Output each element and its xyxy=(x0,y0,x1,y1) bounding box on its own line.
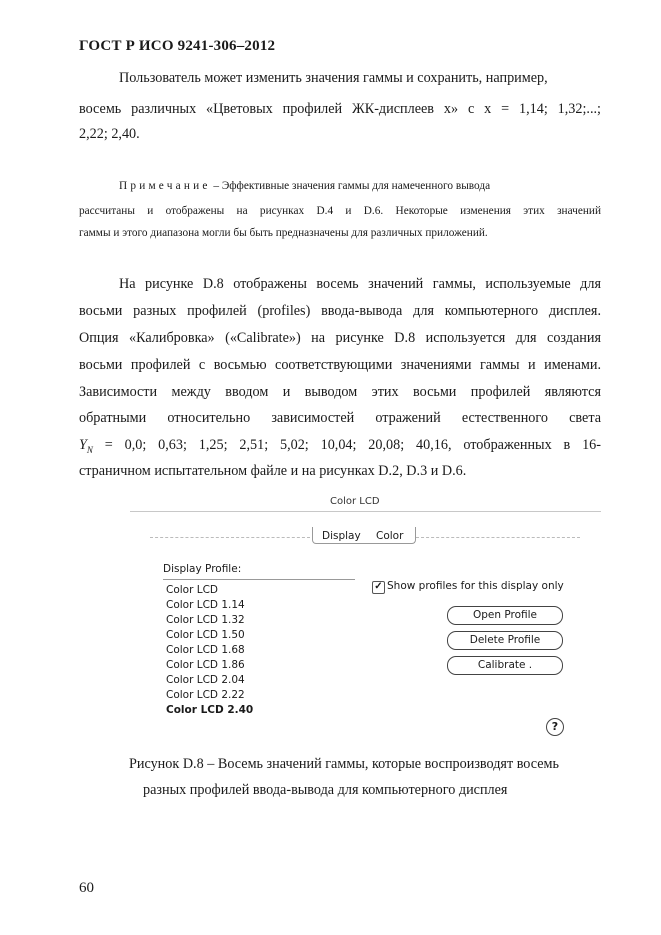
tab-color[interactable]: Color xyxy=(376,530,404,542)
note-line-1-text: – Эффективные значения гаммы для намеченного вывода xyxy=(210,180,491,192)
paragraph-1-line-2: восемь различных «Цветовых профилей ЖК-дисплеев x» с x = 1,14; 1,32;...; xyxy=(79,101,601,117)
note-label: Примечание xyxy=(119,180,211,192)
variable-subscript: N xyxy=(86,444,93,455)
display-profile-label: Display Profile: xyxy=(163,563,242,575)
help-icon[interactable]: ? xyxy=(546,718,564,736)
paragraph-2-line-3: Опция «Калибровка» («Calibrate») на рисунке D.8 используется для создания xyxy=(79,330,601,346)
note-line-3: гаммы и этого диапазона могли бы быть предназначены для различных приложений. xyxy=(79,227,488,239)
show-profiles-checkbox[interactable]: ✓ xyxy=(372,581,385,594)
profile-list-item[interactable]: Color LCD 1.50 xyxy=(166,629,245,641)
paragraph-2-line-1: На рисунке D.8 отображены восемь значений гаммы, используемые для xyxy=(119,276,601,292)
profile-list-border xyxy=(163,579,355,580)
tab-display[interactable]: Display xyxy=(322,530,361,542)
figure-caption-line-2: разных профилей ввода-вывода для компьютерного дисплея xyxy=(143,782,508,798)
paragraph-1-line-1: Пользователь может изменить значения гаммы и сохранить, например, xyxy=(119,70,548,86)
figure-caption-line-1: Рисунок D.8 – Восемь значений гаммы, которые воспроизводят восемь xyxy=(129,756,559,772)
window-divider xyxy=(130,511,601,512)
paragraph-2-line-2: восьми разных профилей (profiles) ввода-вывода для компьютерного дисплея. xyxy=(79,303,601,319)
paragraph-2-line-7 xyxy=(79,437,601,455)
document-header: ГОСТ Р ИСО 9241-306–2012 xyxy=(79,38,276,54)
variable-y: Y xyxy=(79,437,87,453)
window-title: Color LCD xyxy=(330,496,380,507)
profile-list-item[interactable]: Color LCD 1.14 xyxy=(166,599,245,611)
profile-list-item-selected[interactable]: Color LCD 2.40 xyxy=(166,704,254,716)
paragraph-2-line-5: Зависимости между вводом и выводом этих восьми профилей являются xyxy=(79,384,601,400)
profile-list-item[interactable]: Color LCD 2.22 xyxy=(166,689,245,701)
paragraph-1-line-3: 2,22; 2,40. xyxy=(79,126,140,142)
paragraph-2-line-7-text: = 0,0; 0,63; 1,25; 2,51; 5,02; 10,04; 20,08; 40,16, отображенных в 16- xyxy=(92,437,601,453)
profile-list-item[interactable]: Color LCD 2.04 xyxy=(166,674,245,686)
note-line-2: рассчитаны и отображены на рисунках D.4 и D.6. Некоторые изменения этих значений xyxy=(79,205,601,217)
tab-separator-right xyxy=(416,537,580,538)
paragraph-2-line-4: восьми профилей с восьмью соответствующими значениями гаммы и именами. xyxy=(79,357,601,373)
paragraph-2-line-6: обратными относительно зависимостей отражений естественного света xyxy=(79,410,601,426)
show-profiles-label: Show profiles for this display only xyxy=(387,580,564,592)
open-profile-button[interactable]: Open Profile xyxy=(447,606,563,625)
page-number: 60 xyxy=(79,880,94,896)
profile-list-item[interactable]: Color LCD 1.86 xyxy=(166,659,245,671)
paragraph-2-line-8: страничном испытательном файле и на рисунках D.2, D.3 и D.6. xyxy=(79,463,467,479)
delete-profile-button[interactable]: Delete Profile xyxy=(447,631,563,650)
tab-separator-left xyxy=(150,537,310,538)
profile-list-item[interactable]: Color LCD xyxy=(166,584,219,596)
calibrate-button[interactable]: Calibrate . xyxy=(447,656,563,675)
tab-bar xyxy=(312,527,416,544)
profile-list-item[interactable]: Color LCD 1.68 xyxy=(166,644,245,656)
profile-list-item[interactable]: Color LCD 1.32 xyxy=(166,614,245,626)
note-line-1 xyxy=(119,180,490,192)
